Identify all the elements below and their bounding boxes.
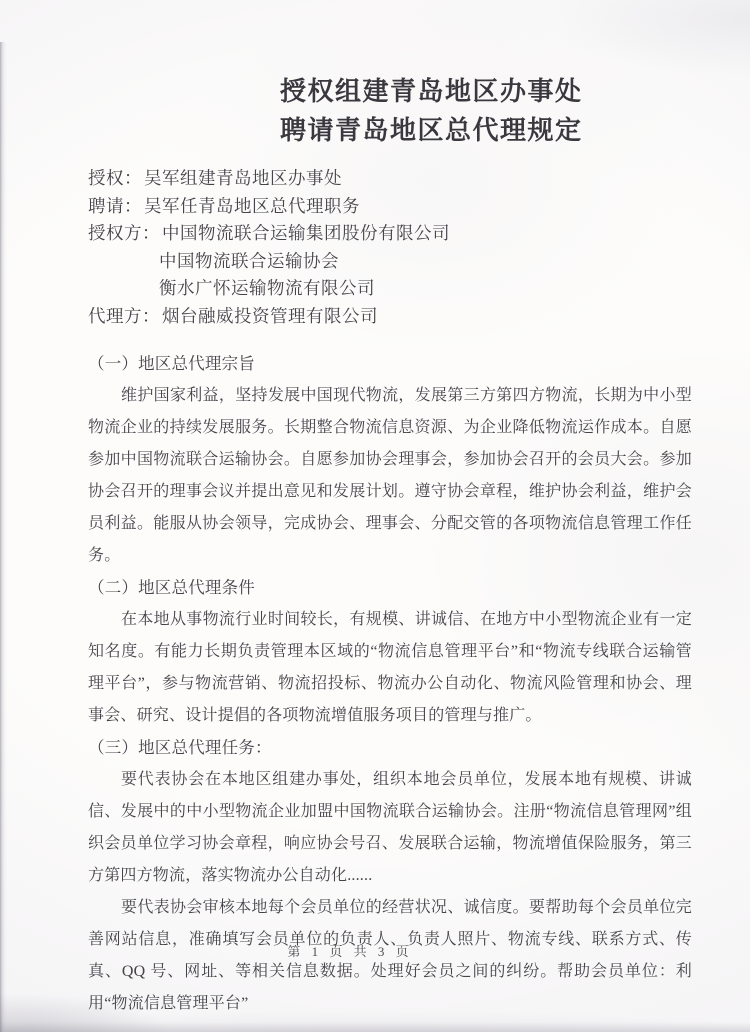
parties-block xyxy=(88,165,692,330)
document-body xyxy=(88,348,692,1020)
party-label: 授权方： xyxy=(88,223,160,243)
party-value: 衡水广怀运输物流有限公司 xyxy=(159,278,375,298)
section-3-tasks xyxy=(88,732,692,1020)
document-content xyxy=(88,0,692,1020)
party-line-authorization xyxy=(88,165,692,193)
title-line-1: 授权组建青岛地区办事处 xyxy=(280,77,583,106)
scan-edge-shadow-bottom xyxy=(0,1022,750,1032)
party-line-authorizer-1 xyxy=(88,220,692,248)
section-2-paragraph-1: 在本地从事物流行业时间较长，有规模、讲诚信、在地方中小型物流企业有一定知名度。有能力长期负责管理本区域的“物流信息管理平台”和“物流专线联合运输管理平台”，参与物流营销、物流招投标、物流办公自动化、物流风险管理和协会、理事会、研究、设计提倡的各项物流增值服务项目的管理与推广。 xyxy=(88,611,692,724)
party-value: 中国物流联合运输协会 xyxy=(159,250,339,271)
party-value: 烟台融威投资管理有限公司 xyxy=(162,305,378,326)
party-label: 代理方： xyxy=(88,305,160,326)
party-line-appointment xyxy=(88,193,692,221)
section-1-heading: （一）地区总代理宗旨 xyxy=(88,354,255,373)
party-value: 吴军任青岛地区总代理职务 xyxy=(144,195,360,216)
section-3-heading: （三）地区总代理任务： xyxy=(88,738,272,757)
title-line-2: 聘请青岛地区总代理规定 xyxy=(280,116,583,145)
section-1-paragraph-1: 维护国家利益，坚持发展中国现代物流，发展第三方第四方物流，长期为中小型物流企业的持续发展服务。长期整合物流信息资源、为企业降低物流运作成本。自愿参加中国物流联合运输协会。自愿参加协会理事会，参加协会召开的会员大会。参加协会召开的理事会议并提出意见和发展计划。遵守协会章程，维护协会利益，维护会员利益。能服从协会领导，完成协会、理事会、分配交管的各项物流信息管理工作任务。 xyxy=(88,387,692,564)
scan-edge-shadow-left xyxy=(0,42,7,1032)
party-line-authorizer-3 xyxy=(88,275,692,303)
page-number-footer: 第 1 页 共 3 页 xyxy=(287,944,413,959)
party-value: 中国物流联合运输集团股份有限公司 xyxy=(162,223,450,243)
party-label: 聘请： xyxy=(88,195,142,216)
party-line-authorizer-2 xyxy=(88,248,692,276)
party-line-agent xyxy=(88,303,692,331)
section-2-conditions xyxy=(88,572,692,732)
section-3-paragraph-1: 要代表协会在本地区组建办事处，组织本地会员单位，发展本地有规模、讲诚信、发展中的中小型物流企业加盟中国物流联合运输协会。注册“物流信息管理网”组织会员单位学习协会章程，响应协会号召、发展联合运输，物流增值保险服务，第三方第四方物流，落实物流办公自动化...... xyxy=(88,771,692,884)
party-label: 授权： xyxy=(88,168,142,188)
section-1-purpose xyxy=(88,348,692,572)
section-2-heading: （二）地区总代理条件 xyxy=(88,578,255,597)
section-3-paragraph-2: 要代表协会审核本地每个会员单位的经营状况、诚信度。要帮助每个会员单位完善网站信息，准确填写会员单位的负责人、负责人照片、物流专线、联系方式、传真、QQ 号、网址、等相关信息数据。处理好会员之间的纠纷。帮助会员单位：利用“物流信息管理平台” xyxy=(88,899,692,1012)
party-value: 吴军组建青岛地区办事处 xyxy=(144,168,342,188)
document-title xyxy=(88,72,692,150)
